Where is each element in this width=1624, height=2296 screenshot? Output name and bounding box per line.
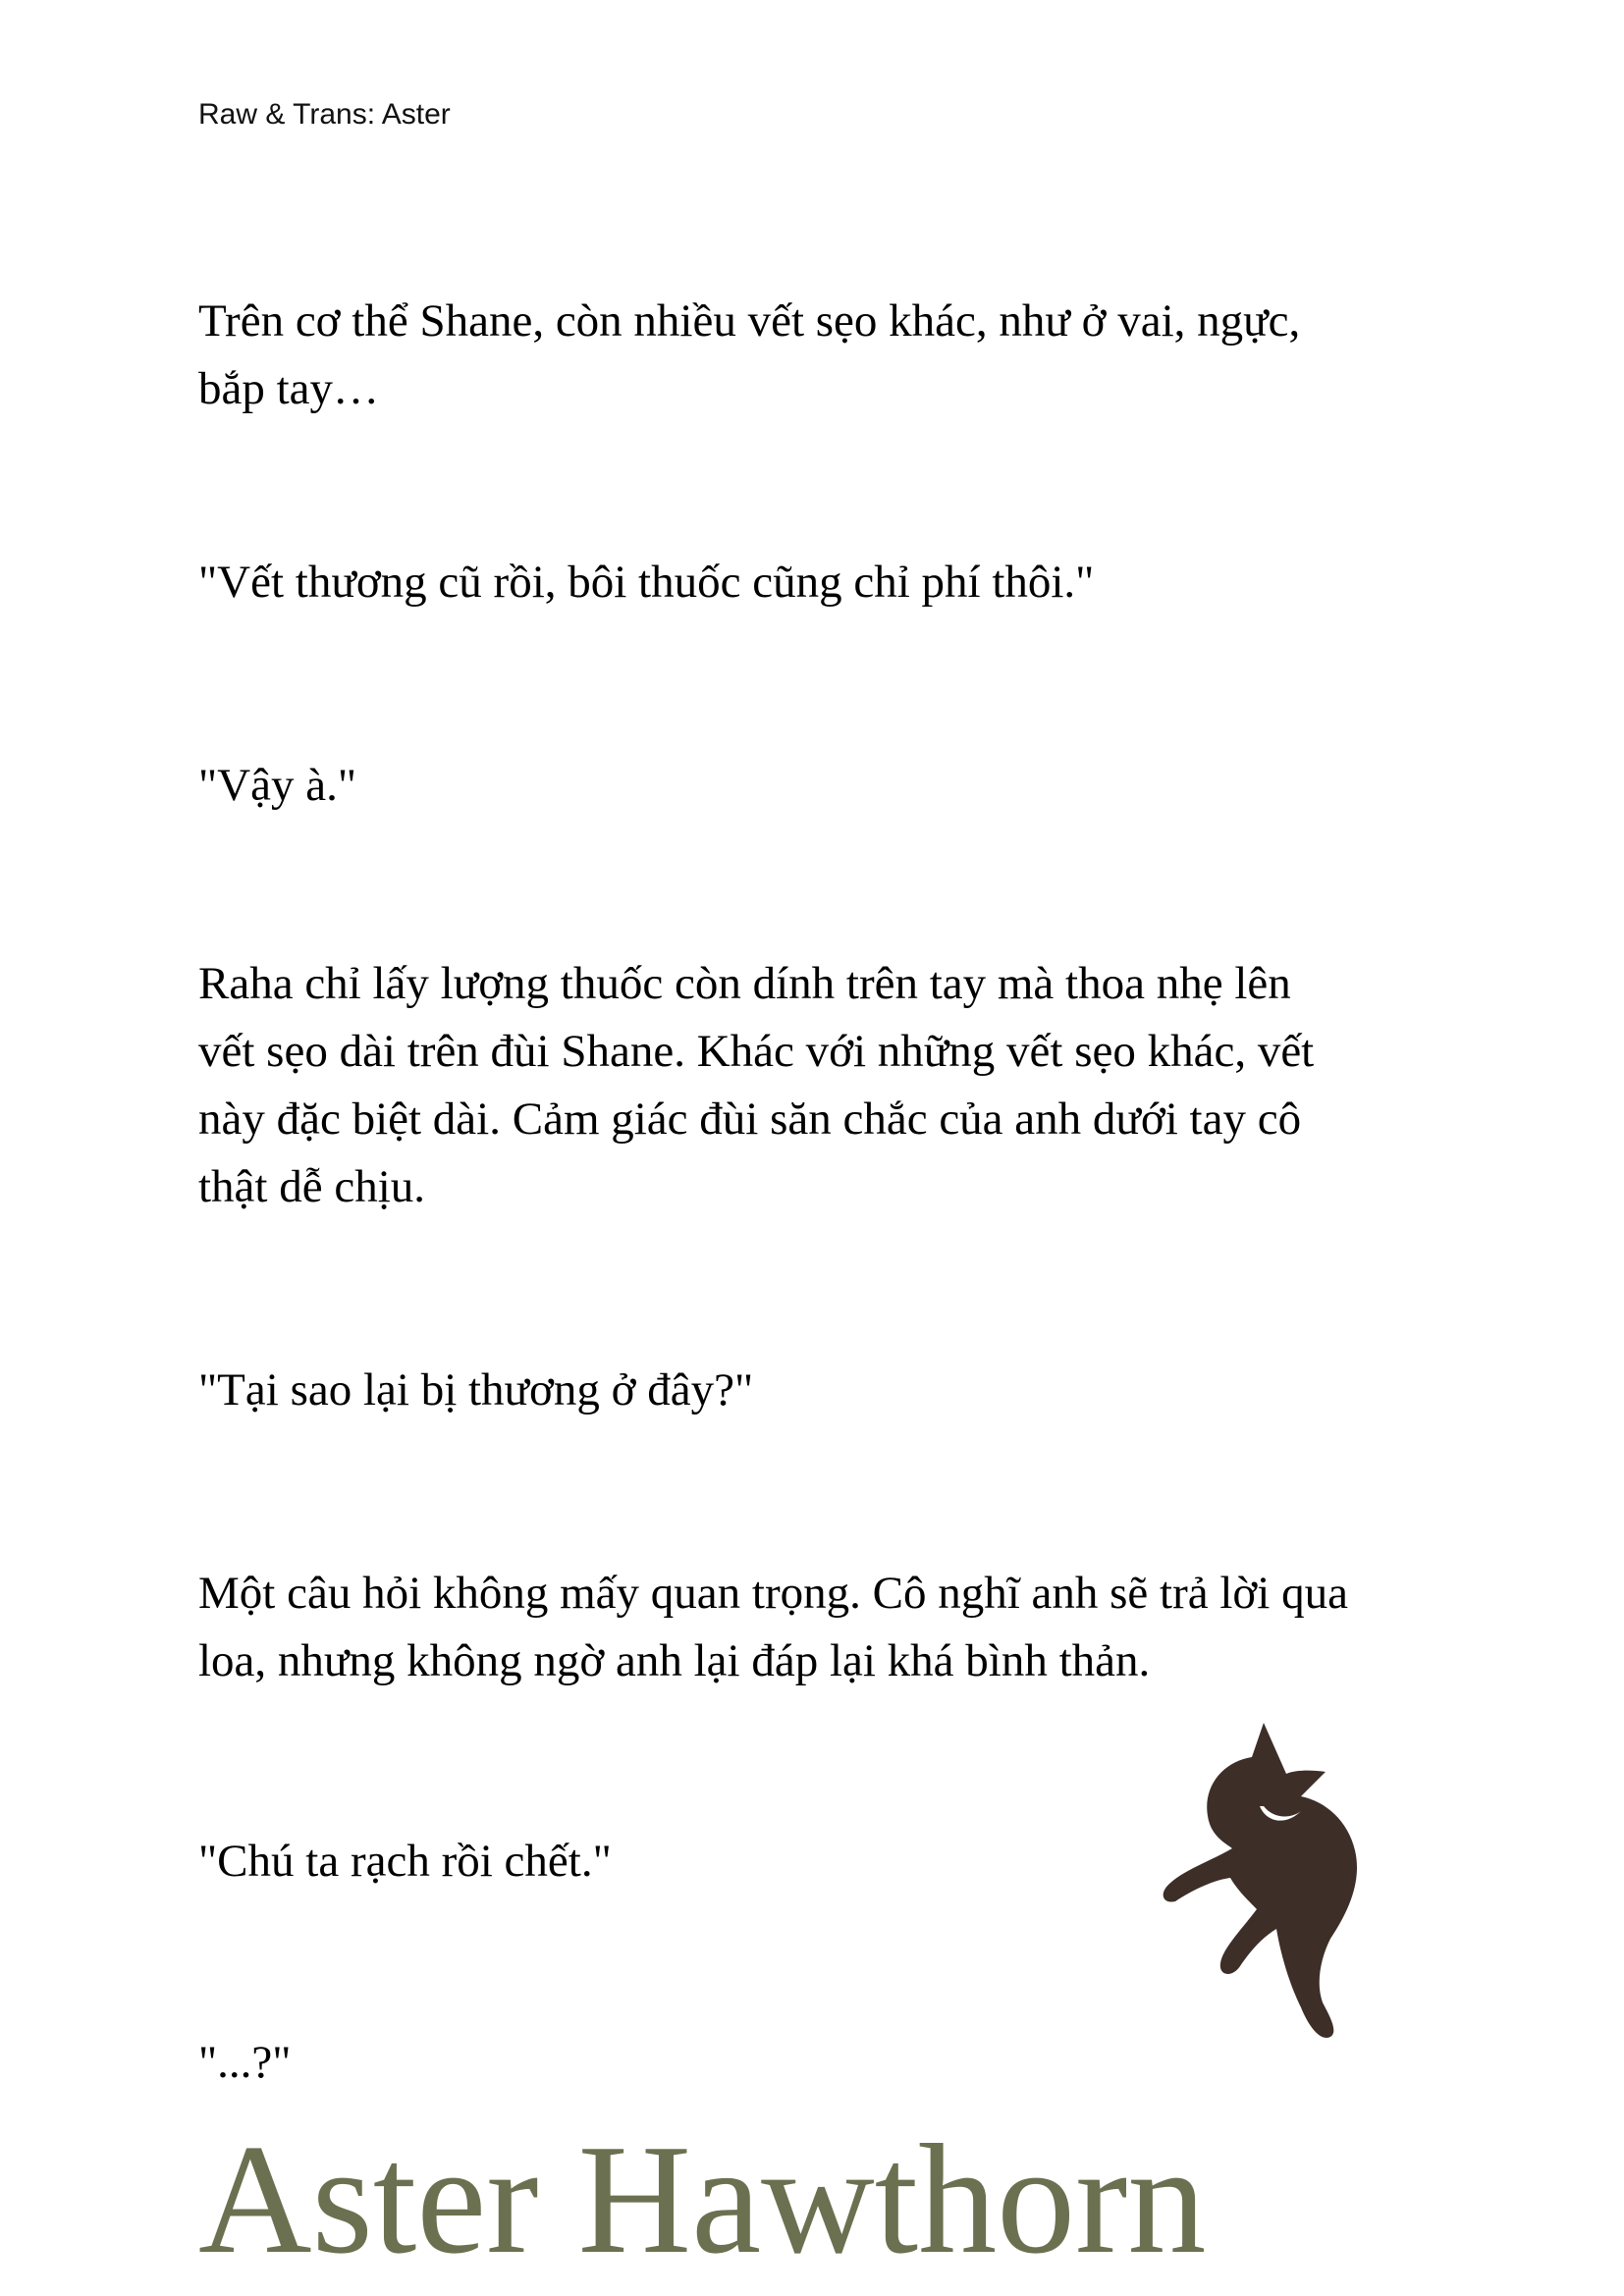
paragraph-5	[198, 1357, 753, 1424]
paragraph-1	[198, 288, 1300, 423]
text-line: "Chú ta rạch rồi chết."	[198, 1836, 612, 1887]
text-line: "Vậy à."	[198, 760, 357, 811]
paragraph-4	[198, 950, 1314, 1221]
text-line: Trên cơ thể Shane, còn nhiều vết sẹo khác, như ở vai, ngực,	[198, 295, 1301, 347]
paragraph-7	[198, 1828, 612, 1896]
text-line: "Vết thương cũ rồi, bôi thuốc cũng chỉ phí thôi."	[198, 557, 1095, 608]
paragraph-3	[198, 752, 356, 820]
text-line: thật dễ chịu.	[198, 1161, 426, 1212]
cat-silhouette-icon	[1154, 1713, 1380, 2052]
text-line: Raha chỉ lấy lượng thuốc còn dính trên tay mà thoa nhẹ lên	[198, 958, 1291, 1009]
text-line: "...?"	[198, 2037, 292, 2088]
paragraph-8	[198, 2029, 291, 2097]
text-line: vết sẹo dài trên đùi Shane. Khác với những vết sẹo khác, vết	[198, 1026, 1315, 1077]
text-line: Một câu hỏi không mấy quan trọng. Cô nghĩ anh sẽ trả lời qua	[198, 1568, 1348, 1619]
header-credit: Raw & Trans: Aster	[198, 98, 451, 131]
text-line: loa, nhưng không ngờ anh lại đáp lại khá bình thản.	[198, 1635, 1151, 1686]
text-line: bắp tay…	[198, 363, 380, 414]
watermark-text: Aster Hawthorn	[198, 2111, 1207, 2286]
paragraph-2	[198, 549, 1094, 616]
text-line: "Tại sao lại bị thương ở đây?"	[198, 1364, 754, 1415]
text-line: này đặc biệt dài. Cảm giác đùi săn chắc của anh dưới tay cô	[198, 1094, 1302, 1145]
paragraph-6	[198, 1560, 1348, 1695]
